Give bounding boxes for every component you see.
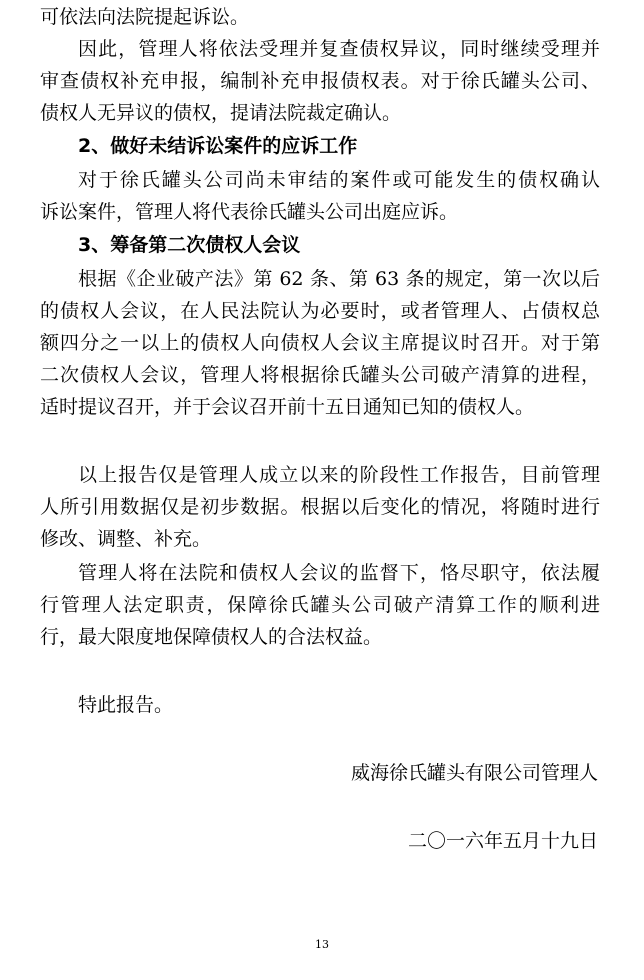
text-line: 可依法向法院提起诉讼。 — [40, 6, 250, 28]
text-line: 的债权人会议，在人民法院认为必要时，或者管理人、占债权总 — [40, 300, 600, 322]
paragraph-line: 根据《企业破产法》第 62 条、第 63 条的规定，第一次以后 — [78, 268, 600, 290]
text-line: 审查债权补充申报，编制补充申报债权表。对于徐氏罐头公司、 — [40, 70, 600, 92]
document-date: 二〇一六年五月十九日 — [407, 830, 598, 852]
closing-line: 特此报告。 — [78, 694, 174, 716]
paragraph-line: 因此，管理人将依法受理并复查债权异议，同时继续受理并 — [78, 38, 600, 60]
section-heading-2: 2、做好未结诉讼案件的应诉工作 — [78, 135, 358, 157]
page-number: 13 — [315, 938, 329, 951]
section-heading-3: 3、筹备第二次债权人会议 — [78, 234, 301, 256]
paragraph-line: 以上报告仅是管理人成立以来的阶段性工作报告，目前管理 — [78, 464, 600, 486]
text-line: 人所引用数据仅是初步数据。根据以后变化的情况，将随时进行 — [40, 496, 600, 518]
text-line: 额四分之一以上的债权人向债权人会议主席提议时召开。对于第 — [40, 332, 600, 354]
text-line: 行管理人法定职责，保障徐氏罐头公司破产清算工作的顺利进 — [40, 594, 600, 616]
paragraph-line: 对于徐氏罐头公司尚未审结的案件或可能发生的债权确认 — [78, 169, 600, 191]
text-line: 适时提议召开，并于会议召开前十五日通知已知的债权人。 — [40, 396, 535, 418]
text-line: 诉讼案件，管理人将代表徐氏罐头公司出庭应诉。 — [40, 201, 459, 223]
signature: 威海徐氏罐头有限公司管理人 — [350, 762, 598, 784]
text-line: 行，最大限度地保障债权人的合法权益。 — [40, 626, 383, 648]
text-line: 债权人无异议的债权，提请法院裁定确认。 — [40, 102, 402, 124]
text-line: 修改、调整、补充。 — [40, 528, 212, 550]
paragraph-line: 管理人将在法院和债权人会议的监督下，恪尽职守，依法履 — [78, 562, 600, 584]
text-line: 二次债权人会议，管理人将根据徐氏罐头公司破产清算的进程， — [40, 364, 600, 386]
